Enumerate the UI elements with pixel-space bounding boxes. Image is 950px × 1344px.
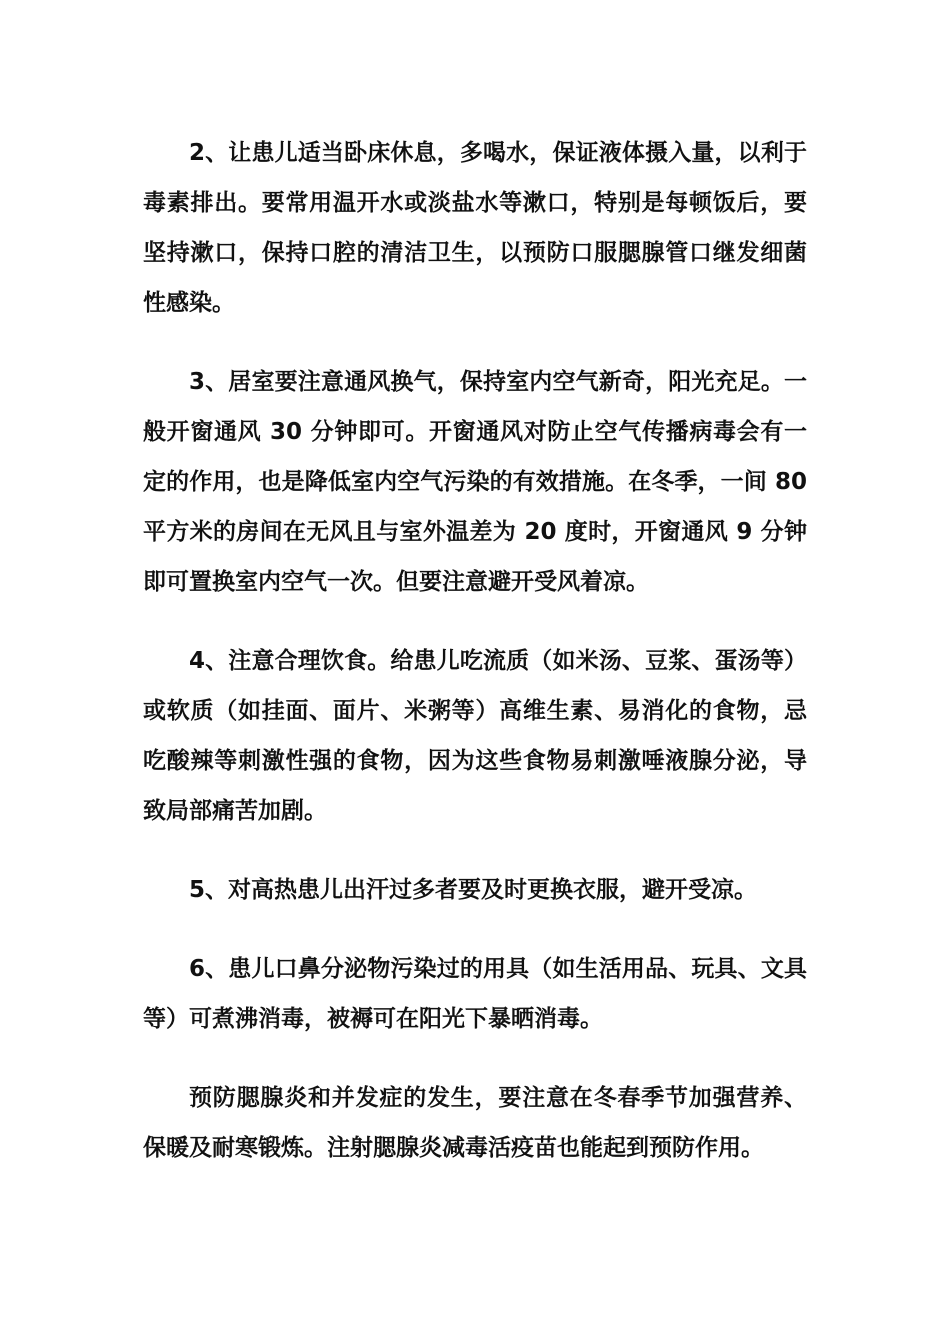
paragraph-item-4: 4、注意合理饮食。给患儿吃流质（如米汤、豆浆、蛋汤等）或软质（如挂面、面片、米粥等）高维生素、易消化的食物，忌吃酸辣等刺激性强的食物，因为这些食物易刺激唾液腺分泌，导致局部痛苦加剧。 <box>143 648 807 824</box>
paragraph-item-3: 3、居室要注意通风换气，保持室内空气新奇，阳光充足。一般开窗通风 30 分钟即可。开窗通风对防止空气传播病毒会有一定的作用，也是降低室内空气污染的有效措施。在冬季，一间 80 平方米的房间在无风且与室外温差为 20 度时，开窗通风 9 分钟即可置换室内空气一次。但要注意避开受风着凉。 <box>143 369 807 595</box>
document-body <box>143 128 807 1173</box>
paragraph-prevention: 预防腮腺炎和并发症的发生，要注意在冬春季节加强营养、保暖及耐寒锻炼。注射腮腺炎减毒活疫苗也能起到预防作用。 <box>143 1085 807 1161</box>
paragraph-item-5: 5、对高热患儿出汗过多者要及时更换衣服，避开受凉。 <box>189 877 758 903</box>
paragraph-item-2: 2、让患儿适当卧床休息，多喝水，保证液体摄入量，以利于毒素排出。要常用温开水或淡盐水等漱口，特别是每顿饭后，要坚持漱口，保持口腔的清洁卫生，以预防口服腮腺管口继发细菌性感染。 <box>143 140 807 316</box>
paragraph-item-6: 6、患儿口鼻分泌物污染过的用具（如生活用品、玩具、文具等）可煮沸消毒，被褥可在阳光下暴晒消毒。 <box>143 956 807 1032</box>
